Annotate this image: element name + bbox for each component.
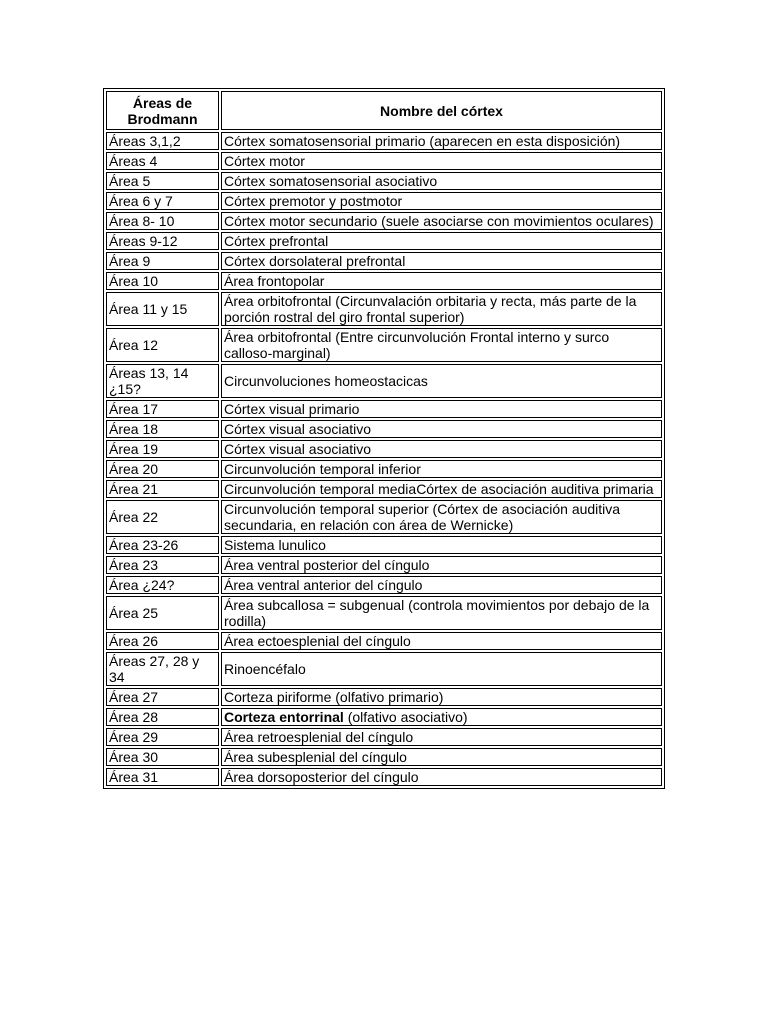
table-row	[106, 232, 662, 250]
table-row	[106, 576, 662, 594]
area-cell: Área 19	[106, 440, 219, 458]
table-row	[106, 272, 662, 290]
cortex-name-cell: Córtex motor	[221, 152, 662, 170]
table-row	[106, 420, 662, 438]
cortex-name-cell: Córtex visual asociativo	[221, 440, 662, 458]
cortex-name-bold: Corteza entorrinal	[224, 709, 344, 725]
table-row	[106, 688, 662, 706]
area-cell: Área 18	[106, 420, 219, 438]
area-cell: Área 6 y 7	[106, 192, 219, 210]
table-row	[106, 596, 662, 630]
table-row	[106, 172, 662, 190]
area-cell: Área 11 y 15	[106, 292, 219, 326]
area-cell: Área 17	[106, 400, 219, 418]
cortex-name-cell: Córtex visual asociativo	[221, 420, 662, 438]
cortex-name-cell: Área subcallosa = subgenual (controla movimientos por debajo de la rodilla)	[221, 596, 662, 630]
table-row	[106, 192, 662, 210]
area-cell: Área 8- 10	[106, 212, 219, 230]
table-header-row	[106, 91, 662, 130]
table-row	[106, 152, 662, 170]
table-row	[106, 292, 662, 326]
cortex-name-cell: Córtex dorsolateral prefrontal	[221, 252, 662, 270]
cortex-name-cell: Circunvolución temporal mediaCórtex de asociación auditiva primaria	[221, 480, 662, 498]
header-areas: Áreas de Brodmann	[106, 91, 219, 130]
table-row	[106, 632, 662, 650]
area-cell: Área 20	[106, 460, 219, 478]
cortex-name-cell: Córtex somatosensorial asociativo	[221, 172, 662, 190]
cortex-name-cell: Rinoencéfalo	[221, 652, 662, 686]
cortex-name-cell: Circunvolución temporal superior (Córtex de asociación auditiva secundaria, en relación con área de Wernicke)	[221, 500, 662, 534]
table-row	[106, 708, 662, 726]
cortex-name-cell: Área frontopolar	[221, 272, 662, 290]
cortex-name-cell: Área ectoesplenial del cíngulo	[221, 632, 662, 650]
table-row	[106, 536, 662, 554]
area-cell: Áreas 9-12	[106, 232, 219, 250]
cortex-name-cell: Córtex premotor y postmotor	[221, 192, 662, 210]
table-body	[106, 132, 662, 786]
area-cell: Área 23	[106, 556, 219, 574]
cortex-name-cell: Córtex visual primario	[221, 400, 662, 418]
table-row	[106, 252, 662, 270]
area-cell: Área 23-26	[106, 536, 219, 554]
table-row	[106, 328, 662, 362]
area-cell: Área 9	[106, 252, 219, 270]
cortex-name-cell: Circunvoluciones homeostacicas	[221, 364, 662, 398]
cortex-name-rest: (olfativo asociativo)	[343, 709, 468, 725]
table-row	[106, 480, 662, 498]
area-cell: Área 10	[106, 272, 219, 290]
table-row	[106, 440, 662, 458]
cortex-name-cell: Área ventral anterior del cíngulo	[221, 576, 662, 594]
cortex-name-cell: Área retroesplenial del cíngulo	[221, 728, 662, 746]
table-row	[106, 728, 662, 746]
cortex-name-cell: Córtex prefrontal	[221, 232, 662, 250]
area-cell: Área 30	[106, 748, 219, 766]
table-row	[106, 652, 662, 686]
brodmann-areas-table	[103, 88, 665, 789]
area-cell: Área 26	[106, 632, 219, 650]
table-row	[106, 748, 662, 766]
area-cell: Áreas 27, 28 y 34	[106, 652, 219, 686]
cortex-name-cell: Sistema lunulico	[221, 536, 662, 554]
table-row	[106, 400, 662, 418]
area-cell: Área 27	[106, 688, 219, 706]
area-cell: Área ¿24?	[106, 576, 219, 594]
table-row	[106, 364, 662, 398]
area-cell: Área 25	[106, 596, 219, 630]
area-cell: Áreas 4	[106, 152, 219, 170]
cortex-name-cell	[221, 708, 662, 726]
table-row	[106, 500, 662, 534]
area-cell: Área 12	[106, 328, 219, 362]
table-row	[106, 132, 662, 150]
area-cell: Áreas 3,1,2	[106, 132, 219, 150]
cortex-name-cell: Área orbitofrontal (Entre circunvolución Frontal interno y surco calloso-marginal)	[221, 328, 662, 362]
cortex-name-cell: Área subesplenial del cíngulo	[221, 748, 662, 766]
cortex-name-cell: Córtex motor secundario (suele asociarse con movimientos oculares)	[221, 212, 662, 230]
area-cell: Área 31	[106, 768, 219, 786]
cortex-name-cell: Circunvolución temporal inferior	[221, 460, 662, 478]
cortex-name-cell: Área orbitofrontal (Circunvalación orbitaria y recta, más parte de la porción rostral del giro frontal superior)	[221, 292, 662, 326]
area-cell: Área 29	[106, 728, 219, 746]
cortex-name-cell: Córtex somatosensorial primario (aparecen en esta disposición)	[221, 132, 662, 150]
area-cell: Área 21	[106, 480, 219, 498]
area-cell: Área 5	[106, 172, 219, 190]
cortex-name-cell: Corteza piriforme (olfativo primario)	[221, 688, 662, 706]
cortex-name-cell: Área dorsoposterior del cíngulo	[221, 768, 662, 786]
table-row	[106, 212, 662, 230]
table-row	[106, 556, 662, 574]
table-row	[106, 768, 662, 786]
header-cortex-name: Nombre del córtex	[221, 91, 662, 130]
area-cell: Áreas 13, 14 ¿15?	[106, 364, 219, 398]
cortex-name-cell: Área ventral posterior del cíngulo	[221, 556, 662, 574]
area-cell: Área 22	[106, 500, 219, 534]
table-row	[106, 460, 662, 478]
area-cell: Área 28	[106, 708, 219, 726]
